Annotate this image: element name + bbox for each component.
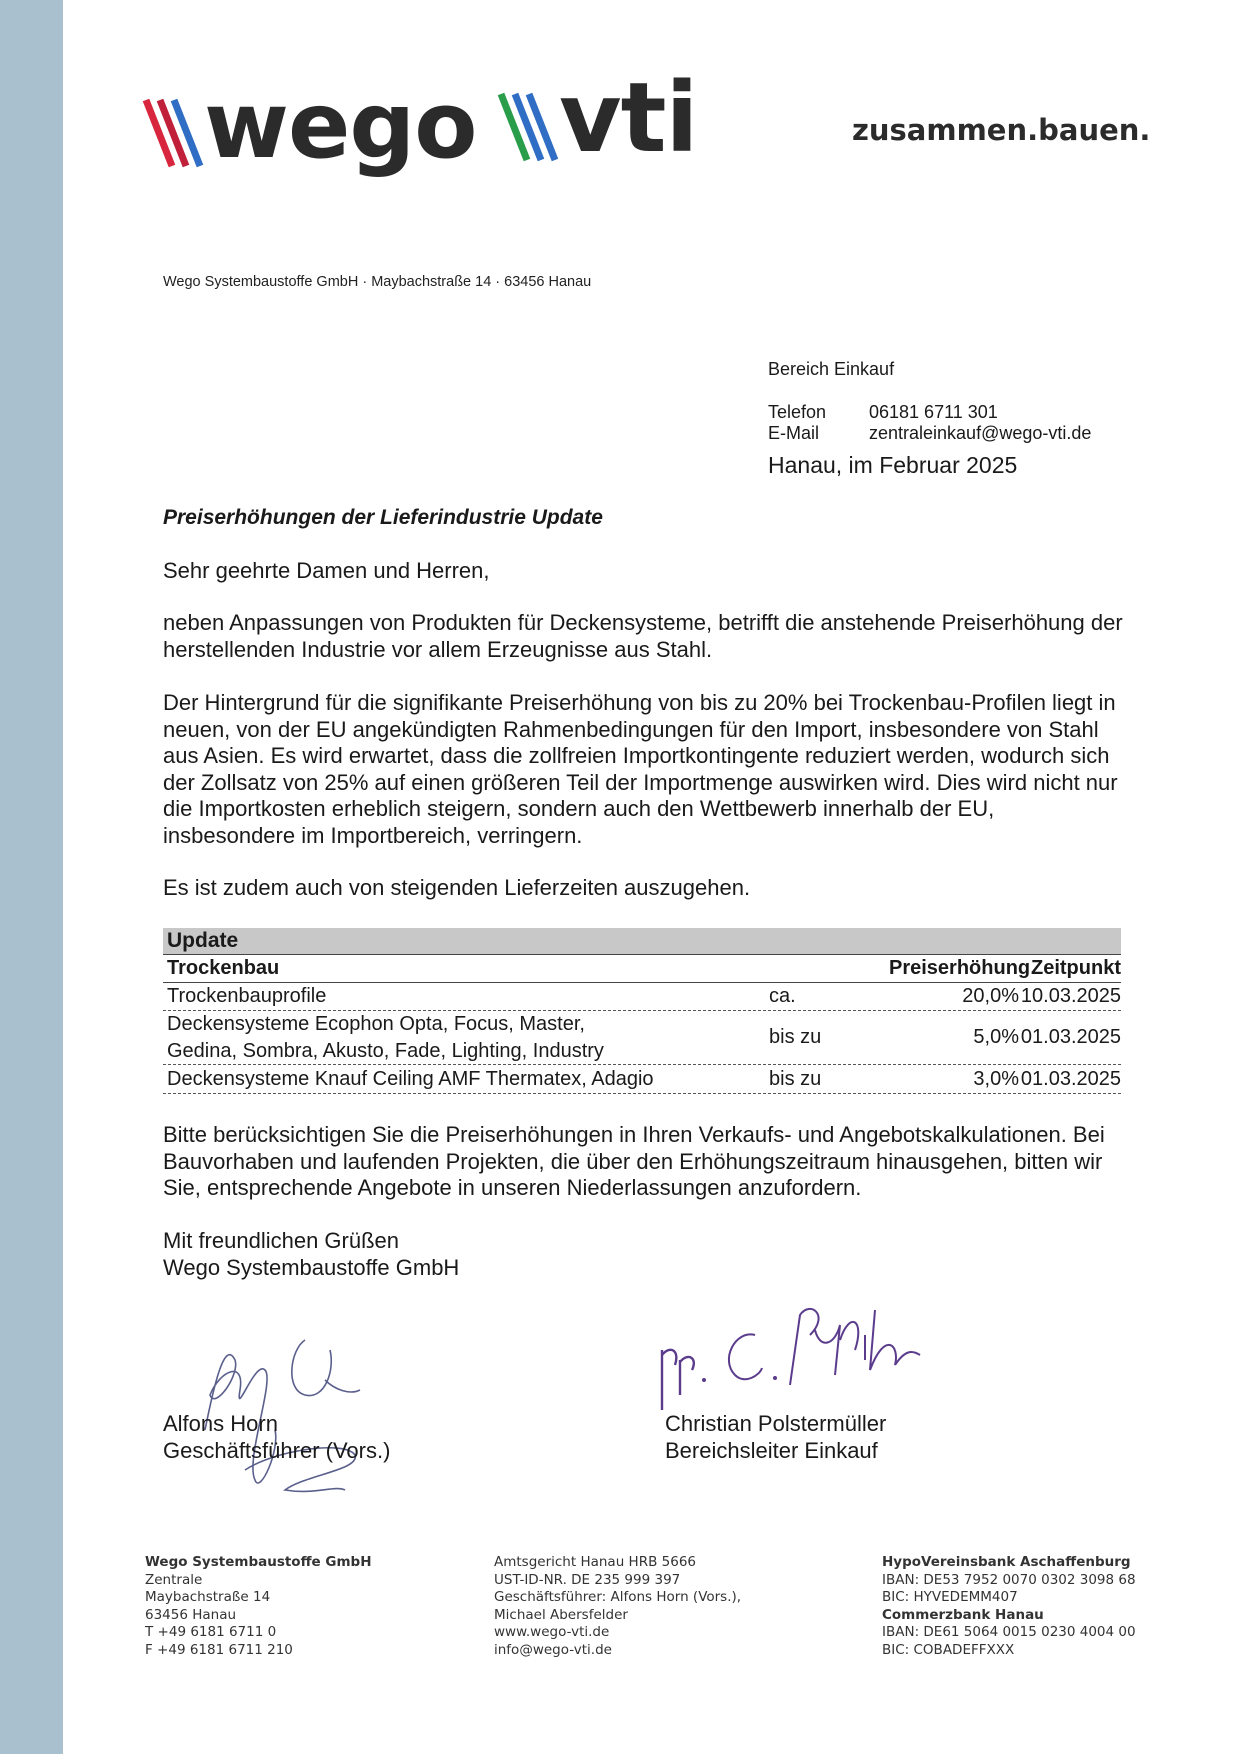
footer-line: Michael Abersfelder (494, 1606, 628, 1623)
row-product-line2: Gedina, Sombra, Akusto, Fade, Lighting, Industry (167, 1039, 604, 1062)
footer-company-column (145, 1554, 372, 1660)
footer-line: www.wego-vti.de (494, 1624, 610, 1641)
closing-block (163, 1228, 1123, 1281)
closing-company: Wego Systembaustoffe GmbH (163, 1254, 460, 1280)
footer-bank-column (882, 1554, 1136, 1660)
row-increase: 20,0% (962, 985, 1019, 1007)
footer-line: T +49 6181 6711 0 (145, 1624, 277, 1641)
signer-right-title: Bereichsleiter Einkauf (665, 1438, 878, 1463)
signer-left-name: Alfons Horn (163, 1411, 278, 1436)
footer-line: Geschäftsführer: Alfons Horn (Vors.), (494, 1589, 742, 1606)
footer-line: IBAN: DE61 5064 0015 0230 4004 00 (882, 1624, 1136, 1641)
col-date-header: Zeitpunkt (1031, 957, 1121, 979)
wego-logo (142, 72, 477, 179)
letter-subject: Preiserhöhungen der Lieferindustrie Update (163, 506, 603, 529)
col-increase-header: Preiserhöhung (889, 957, 1031, 979)
contact-department: Bereich Einkauf (768, 359, 895, 379)
signature-right (650, 1290, 930, 1420)
stripes-icon (497, 74, 559, 166)
signer-right (665, 1410, 886, 1464)
signer-right-name: Christian Polstermüller (665, 1411, 887, 1436)
row-qualifier: bis zu (769, 1026, 822, 1048)
table-header-row (163, 955, 1121, 983)
row-increase: 5,0% (973, 1026, 1019, 1048)
stripes-icon (142, 90, 204, 172)
contact-email-row (768, 423, 1091, 444)
row-date: 01.03.2025 (1020, 1026, 1121, 1048)
row-increase: 3,0% (973, 1067, 1019, 1090)
footer-line: 63456 Hanau (145, 1606, 237, 1623)
signature-left (185, 1300, 375, 1500)
sender-address-line: Wego Systembaustoffe GmbH · Maybachstraße 14 · 63456 Hanau (163, 274, 592, 290)
row-product (163, 1011, 769, 1065)
paragraph-intro: neben Anpassungen von Produkten für Deckensysteme, betrifft die anstehende Preiserhöhung der herstellenden Industrie vor allem Erzeugnisse aus Stahl. (163, 610, 1123, 662)
row-product: Deckensysteme Knauf Ceiling AMF Thermatex, Adagio (167, 1067, 654, 1090)
footer-line: F +49 6181 6711 210 (145, 1641, 293, 1658)
footer-line: UST-ID-NR. DE 235 999 397 (494, 1571, 681, 1588)
vti-logo-text: vti (559, 62, 698, 174)
tagline: zusammen.bauen. (852, 113, 1151, 147)
phone-value: 06181 6711 301 (869, 402, 998, 422)
footer-line: Maybachstraße 14 (145, 1589, 271, 1606)
price-increase-table (163, 928, 1121, 1094)
footer-line: Zentrale (145, 1571, 203, 1588)
table-row (163, 1065, 1121, 1094)
footer-line: info@wego-vti.de (494, 1641, 612, 1658)
email-value: zentraleinkauf@wego-vti.de (869, 423, 1092, 443)
phone-label: Telefon (768, 402, 827, 422)
vti-logo (497, 62, 698, 174)
email-label: E-Mail (768, 423, 820, 443)
col-category-header: Trockenbau (167, 957, 280, 979)
row-product: Trockenbauprofile (167, 985, 327, 1007)
wego-logo-text: wego (204, 72, 477, 179)
row-qualifier: bis zu (769, 1067, 822, 1090)
closing-phrase: Mit freundlichen Grüßen (163, 1228, 399, 1253)
contact-block (768, 402, 1091, 444)
footer-line: IBAN: DE53 7952 0070 0302 3098 68 (882, 1571, 1136, 1588)
table-title: Update (163, 928, 1121, 955)
signer-left-title: Geschäftsführer (Vors.) (163, 1438, 391, 1463)
row-product-line1: Deckensysteme Ecophon Opta, Focus, Master, (167, 1012, 585, 1035)
footer-line: BIC: HYVEDEMM407 (882, 1589, 1018, 1606)
paragraph-delivery: Es ist zudem auch von steigenden Lieferzeiten auszugehen. (163, 875, 751, 900)
contact-phone-row (768, 402, 1091, 423)
row-qualifier: ca. (769, 985, 796, 1007)
row-date: 10.03.2025 (1020, 985, 1121, 1007)
footer-line: BIC: COBADEFFXXX (882, 1641, 1015, 1658)
table-row (163, 983, 1121, 1011)
paragraph-request: Bitte berücksichtigen Sie die Preiserhöhungen in Ihren Verkaufs- und Angebotskalkulationen. Bei Bauvorhaben und laufenden Projekten, die über den Erhöhungszeitraum hinausgehen, bitten wir Sie, entsprechende Angebote in unseren Niederlassungen anzufordern. (163, 1122, 1105, 1200)
footer-line: Commerzbank Hanau (882, 1606, 1044, 1623)
row-date: 01.03.2025 (1020, 1067, 1121, 1090)
paragraph-background: Der Hintergrund für die signifikante Preiserhöhung von bis zu 20% bei Trockenbau-Profilen liegt in neuen, von der EU angekündigten Rahmenbedingungen für den Import, insbesondere von Stahl aus Asien. Es wird erwartet, dass die zollfreien Importkontingente reduziert werden, wodurch sich der Zollsatz von 25% auf einen größeren Teil der Importmenge auswirken wird. Dies wird nicht nur die Importkosten erheblich steigern, sondern auch den Wettbewerb innerhalb der EU, insbesondere im Importbereich, verringern. (163, 690, 1118, 848)
table-row (163, 1011, 1121, 1065)
footer-registry-column (494, 1554, 741, 1660)
date-line: Hanau, im Februar 2025 (768, 452, 1018, 478)
footer-line: Wego Systembaustoffe GmbH (145, 1554, 372, 1570)
footer-line: Amtsgericht Hanau HRB 5666 (494, 1554, 696, 1570)
greeting: Sehr geehrte Damen und Herren, (163, 558, 490, 583)
footer-line: HypoVereinsbank Aschaffenburg (882, 1554, 1131, 1570)
signer-left (163, 1410, 390, 1464)
side-band (0, 0, 63, 1754)
